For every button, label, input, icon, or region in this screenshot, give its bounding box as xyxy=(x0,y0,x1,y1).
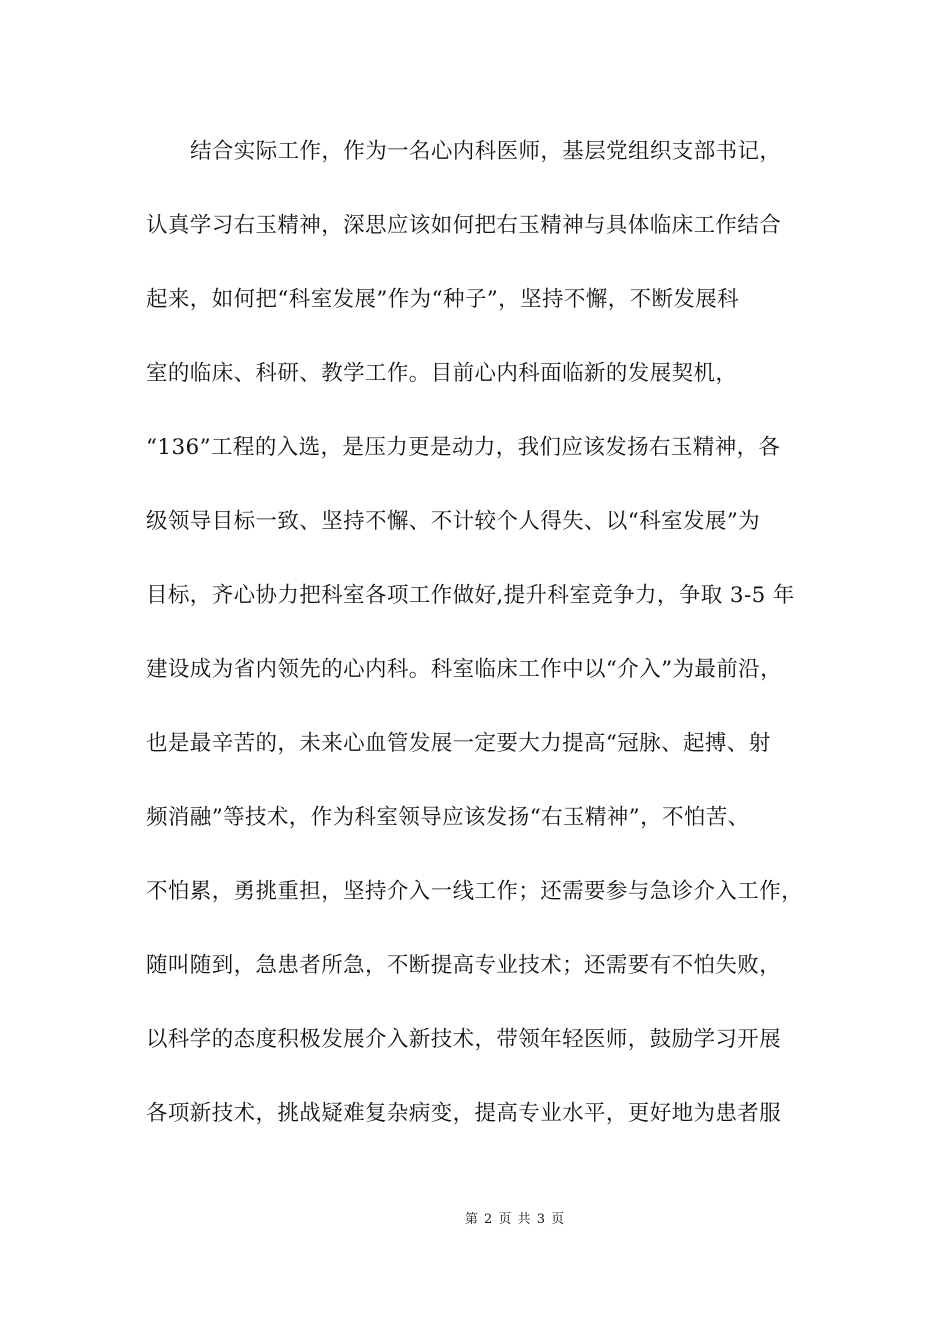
text-line-10: 频消融”等技术，作为科室领导应该发扬“右玉精神”，不怕苦、 xyxy=(146,805,750,830)
text-line-4: 室的临床、科研、教学工作。目前心内科面临新的发展契机， xyxy=(146,361,738,386)
text-line-8: 建设成为省内领先的心内科。科室临床工作中以“介入”为最前沿， xyxy=(146,657,782,682)
text-line-12: 随叫随到，急患者所急，不断提高专业技术；还需要有不怕失败， xyxy=(146,953,782,978)
text-line-5: “136”工程的入选，是压力更是动力，我们应该发扬右玉精神，各 xyxy=(146,435,781,460)
text-line-2: 认真学习右玉精神，深思应该如何把右玉精神与具体临床工作结合 xyxy=(146,213,782,238)
text-line-9: 也是最辛苦的，未来心血管发展一定要大力提高“冠脉、起搏、射 xyxy=(146,731,771,756)
text-line-3: 起来，如何把“科室发展”作为“种子”，坚持不懈，不断发展科 xyxy=(146,287,740,312)
page-number: 第 2 页 共 3 页 xyxy=(464,1212,566,1227)
text-line-7: 目标，齐心协力把科室各项工作做好,提升科室竞争力，争取 3-5 年 xyxy=(146,583,795,608)
text-line-14: 各项新技术，挑战疑难复杂病变，提高专业水平，更好地为患者服 xyxy=(146,1101,782,1126)
body-paragraph xyxy=(146,128,846,1164)
text-line-6: 级领导目标一致、坚持不懈、不计较个人得失、以“科室发展”为 xyxy=(146,509,761,534)
text-line-13: 以科学的态度积极发展介入新技术，带领年轻医师，鼓励学习开展 xyxy=(146,1027,782,1052)
text-line-11: 不怕累，勇挑重担，坚持介入一线工作；还需要参与急诊介入工作， xyxy=(146,879,804,904)
text-line-1: 结合实际工作，作为一名心内科医师，基层党组织支部书记， xyxy=(190,139,782,164)
page-footer xyxy=(0,1208,950,1227)
